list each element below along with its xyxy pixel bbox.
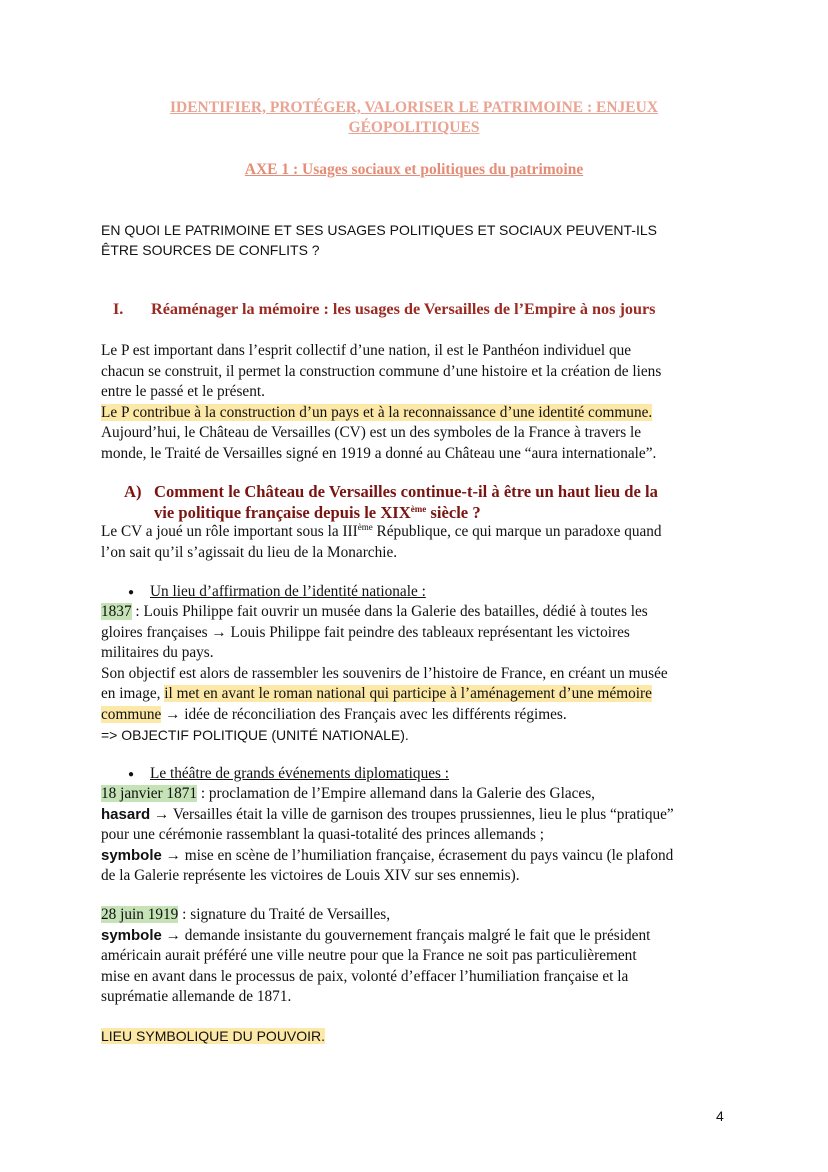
section-1-heading <box>113 299 753 320</box>
title-line-1: IDENTIFIER, PROTÉGER, VALORISER LE PATRIMOINE : ENJEUX <box>169 99 659 116</box>
question-line-2: ÊTRE SOURCES DE CONFLITS ? <box>101 242 320 258</box>
keyword-hasard: hasard <box>101 805 151 823</box>
bullet-1-content: 1837 : Louis Philippe fait ouvrir un musée dans la Galerie des batailles, dédié à toutes les gloires françaises → Louis Philippe fait peindre des tableaux représentant les victoires militaires du pays. Son objectif est alors de rassembler les souvenirs de l’histoire de France, en créant un musée en image, il met en avant le roman national qui participe à l’aménagement d’une mémoire commune → idée de réconciliation des Français avec les différents régimes. => OBJECTIF POLITIQUE (UNITÉ NATIONALE). <box>101 602 741 746</box>
keyword-symbole: symbole <box>101 926 162 944</box>
conclusion-highlight: LIEU SYMBOLIQUE DU POUVOIR. <box>101 1028 326 1044</box>
section-a-title-line-1: Comment le Château de Versailles continue-t-il à être un haut lieu de la <box>154 482 658 501</box>
bullet-icon: ● <box>128 587 135 598</box>
section-a-label: A) <box>124 482 142 501</box>
axe-heading: AXE 1 : Usages sociaux et politiques du patrimoine <box>244 161 584 178</box>
intro-highlight: Le P contribue à la construction d’un pays et à la reconnaissance d’une identité commune. <box>101 403 653 421</box>
page-number: 4 <box>716 1108 724 1124</box>
intro-line-6: monde, le Traité de Versailles signé en 1919 a donné au Château une “aura internationale”. <box>101 444 657 462</box>
section-a-heading <box>124 481 734 523</box>
section-1-title: Réaménager la mémoire : les usages de Versailles de l’Empire à nos jours <box>151 300 656 318</box>
date-1919: 28 juin 1919 <box>101 906 179 923</box>
objectif-politique: => OBJECTIF POLITIQUE (UNITÉ NATIONALE). <box>101 727 409 743</box>
bullet-icon: ● <box>128 769 135 780</box>
problem-question <box>101 220 741 260</box>
intro-line-3: entre le passé et le présent. <box>101 383 265 400</box>
date-1837: 1837 <box>101 603 132 620</box>
intro-line-2: chacun se construit, il permet la construction commune d’une histoire et la création de liens <box>101 362 662 380</box>
date-1871: 18 janvier 1871 <box>101 785 198 802</box>
section-a-paragraph: Le CV a joué un rôle important sous la IIIème République, ce qui marque un paradoxe quand l’on sait qu’il s’agissait du lieu de la Monarchie. <box>101 522 662 561</box>
bullet-1-heading: ● Un lieu d’affirmation de l’identité nationale : <box>128 582 728 604</box>
bullet-2-content: 18 janvier 1871 : proclamation de l’Empire allemand dans la Galerie des Glaces, hasard → Versailles était la ville de garnison des troupes prussiennes, lieu le plus “pratique” pour une cérémonie rassemblant la quasi-totalité des princes allemands ; symbole → mise en scène de l’humiliation française, écrasement du pays vaincu (le plafond de la Galerie représente les victoires de Louis XIV sur ses ennemis). <box>101 785 674 884</box>
question-line-1: EN QUOI LE PATRIMOINE ET SES USAGES POLITIQUES ET SOCIAUX PEUVENT-ILS <box>101 222 657 238</box>
title-line-2: GÉOPOLITIQUES <box>348 119 480 136</box>
conclusion <box>101 1026 741 1048</box>
treaty-paragraph: 28 juin 1919 : signature du Traité de Versailles, symbole → demande insistante du gouvernement français malgré le fait que le président américain aurait préféré une ville neutre pour que la France ne soit pas particulièrement mise en avant dans le processus de paix, volonté d’effacer l’humiliation française et la suprématie allemande de 1871. <box>101 906 651 1005</box>
keyword-symbole: symbole <box>101 846 162 864</box>
roman-national-highlight: il met en avant le roman national qui participe à l’aménagement d’une mémoire <box>164 685 652 702</box>
intro-line-5: Aujourd’hui, le Château de Versailles (CV) est un des symboles de la France à travers le <box>101 424 642 441</box>
section-a-title-line-2: vie politique française depuis le XIXème siècle ? <box>154 503 481 522</box>
document-title <box>120 98 708 138</box>
section-1-number: I. <box>113 300 124 318</box>
intro-line-1: Le P est important dans l’esprit collectif d’une nation, il est le Panthéon individuel que <box>101 342 632 359</box>
intro-paragraph <box>101 341 741 464</box>
bullet-2-heading: ● Le théâtre de grands événements diplomatiques : <box>128 764 728 786</box>
